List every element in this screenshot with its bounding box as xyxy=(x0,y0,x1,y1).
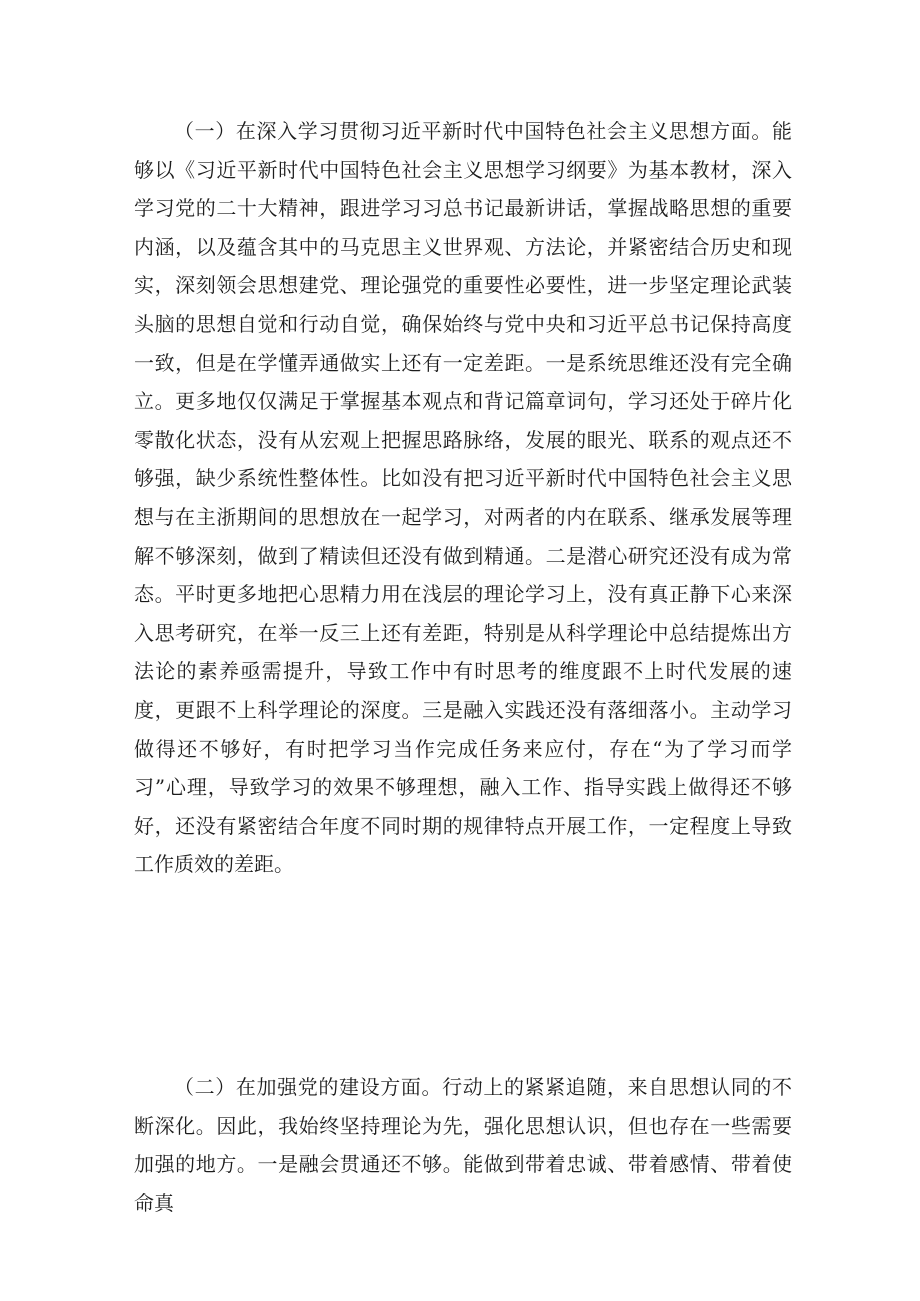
section-2-body: 行动上的紧紧追随，来自思想认同的不断深化。因此，我始终坚持理论为先，强化思想认识，但也存在一些需要加强的地方。一是融会贯通还不够。能做到带着忠诚、带着感情、带着使命真 xyxy=(134,1075,793,1215)
section-1-body: 能够以《习近平新时代中国特色社会主义思想学习纲要》为基本教材，深入学习党的二十大精神，跟进学习习总书记最新讲话，掌握战略思想的重要内涵，以及蕴含其中的马克思主义世界观、方法论，并紧密结合历史和现实，深刻领会思想建党、理论强党的重要性必要性，进一步坚定理论武装头脑的思想自觉和行动自觉，确保始终与党中央和习近平总书记保持高度一致，但是在学懂弄通做实上还有一定差距。一是系统思维还没有完全确立。更多地仅仅满足于掌握基本观点和背记篇章词句，学习还处于碎片化零散化状态，没有从宏观上把握思路脉络，发展的眼光、联系的观点还不够强，缺少系统性整体性。比如没有把习近平新时代中国特色社会主义思想与在主浙期间的思想放在一起学习，对两者的内在联系、继承发展等理解不够深刻，做到了精读但还没有做到精通。二是潜心研究还没有成为常态。平时更多地把心思精力用在浅层的理论学习上，没有真正静下心来深入思考研究，在举一反三上还有差距，特别是从科学理论中总结提炼出方法论的素养亟需提升，导致工作中有时思考的维度跟不上时代发展的速度，更跟不上科学理论的深度。三是融入实践还没有落细落小。主动学习做得还不够好，有时把学习当作完成任务来应付，存在“为了学习而学习”心理，导致学习的效果不够理想，融入工作、指导实践上做得还不够好，还没有紧密结合年度不同时期的规律特点开展工作，一定程度上导致工作质效的差距。 xyxy=(134,119,792,877)
section-2-paragraph xyxy=(134,1068,792,1222)
section-1-paragraph xyxy=(134,112,792,884)
section-2-heading: （二）在加强党的建设方面。 xyxy=(174,1075,443,1099)
section-1-heading: （一）在深入学习贯彻习近平新时代中国特色社会主义思想方面。 xyxy=(174,119,772,143)
